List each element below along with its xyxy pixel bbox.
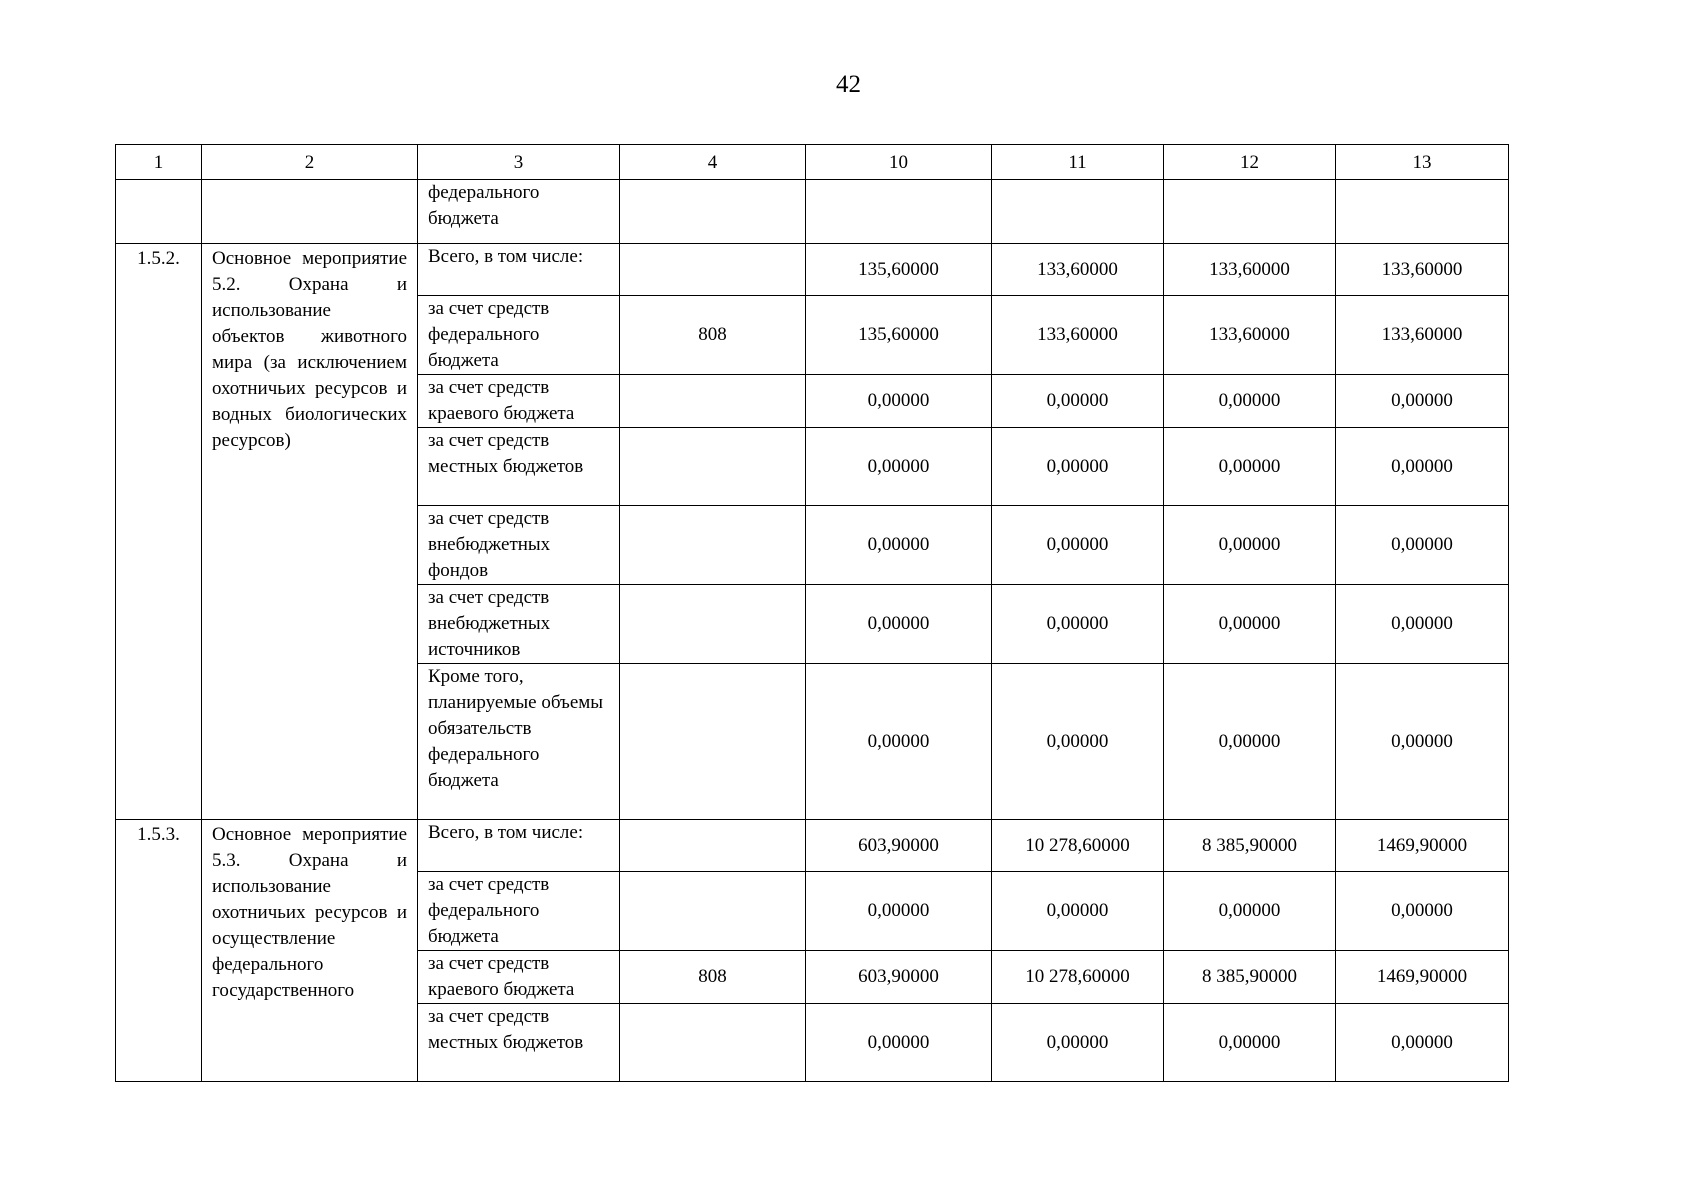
- code-cell: [620, 585, 806, 664]
- value-cell: 0,00000: [992, 664, 1164, 820]
- value-cell: 0,00000: [1164, 375, 1336, 428]
- header-row: [116, 145, 1509, 180]
- code-cell: 808: [620, 296, 806, 375]
- code-cell: [620, 375, 806, 428]
- code-cell: [620, 872, 806, 951]
- value-cell: 0,00000: [806, 664, 992, 820]
- code-cell: 808: [620, 951, 806, 1004]
- value-cell: 0,00000: [806, 506, 992, 585]
- value-cell: 1469,90000: [1336, 951, 1509, 1004]
- code-cell: [620, 820, 806, 872]
- source-cell: Кроме того, планируемые объемы обязательств федерального бюджета: [418, 664, 620, 820]
- table-cell: [116, 180, 202, 244]
- value-cell: 133,60000: [1336, 296, 1509, 375]
- header-cell: 4: [620, 145, 806, 180]
- value-cell: 0,00000: [1336, 1004, 1509, 1082]
- table-cell: [620, 180, 806, 244]
- value-cell: 0,00000: [1164, 428, 1336, 506]
- value-cell: 0,00000: [1164, 506, 1336, 585]
- value-cell: 0,00000: [992, 506, 1164, 585]
- value-cell: 0,00000: [992, 1004, 1164, 1082]
- table-row: [116, 820, 1509, 872]
- header-cell: 11: [992, 145, 1164, 180]
- value-cell: 0,00000: [992, 585, 1164, 664]
- value-cell: 0,00000: [806, 428, 992, 506]
- header-cell: 3: [418, 145, 620, 180]
- value-cell: 0,00000: [992, 375, 1164, 428]
- header-cell: 1: [116, 145, 202, 180]
- source-cell: за счет средств федерального бюджета: [418, 296, 620, 375]
- source-cell: за счет средств краевого бюджета: [418, 951, 620, 1004]
- value-cell: 135,60000: [806, 244, 992, 296]
- value-cell: 603,90000: [806, 820, 992, 872]
- table-row: [116, 244, 1509, 296]
- value-cell: 0,00000: [1164, 872, 1336, 951]
- code-cell: [620, 244, 806, 296]
- value-cell: 135,60000: [806, 296, 992, 375]
- value-cell: 133,60000: [1336, 244, 1509, 296]
- table-cell: [992, 180, 1164, 244]
- value-cell: 133,60000: [1164, 296, 1336, 375]
- event-description: Основное мероприятие 5.3. Охрана и использование охотничьих ресурсов и осуществление федерального государственного: [202, 820, 418, 1082]
- code-cell: [620, 506, 806, 585]
- code-cell: [620, 428, 806, 506]
- item-number: 1.5.2.: [116, 244, 202, 820]
- header-cell: 13: [1336, 145, 1509, 180]
- source-cell: за счет средств местных бюджетов: [418, 428, 620, 506]
- value-cell: 0,00000: [806, 375, 992, 428]
- code-cell: [620, 664, 806, 820]
- source-cell: за счет средств внебюджетных источников: [418, 585, 620, 664]
- value-cell: 0,00000: [1164, 1004, 1336, 1082]
- event-description: Основное мероприятие 5.2. Охрана и использование объектов животного мира (за исключением охотничьих ресурсов и водных биологических ресурсов): [202, 244, 418, 820]
- value-cell: 0,00000: [1336, 585, 1509, 664]
- value-cell: 133,60000: [1164, 244, 1336, 296]
- source-cell: за счет средств краевого бюджета: [418, 375, 620, 428]
- code-cell: [620, 1004, 806, 1082]
- value-cell: 0,00000: [992, 872, 1164, 951]
- value-cell: 10 278,60000: [992, 951, 1164, 1004]
- table-cell: [806, 180, 992, 244]
- source-cell: за счет средств внебюджетных фондов: [418, 506, 620, 585]
- value-cell: 10 278,60000: [992, 820, 1164, 872]
- budget-table: [115, 144, 1509, 1082]
- source-cell: за счет средств федерального бюджета: [418, 872, 620, 951]
- table-cell: [202, 180, 418, 244]
- value-cell: 0,00000: [1164, 585, 1336, 664]
- value-cell: 8 385,90000: [1164, 820, 1336, 872]
- value-cell: 0,00000: [806, 872, 992, 951]
- header-cell: 10: [806, 145, 992, 180]
- page-number: 42: [836, 71, 861, 98]
- value-cell: 0,00000: [1164, 664, 1336, 820]
- value-cell: 133,60000: [992, 296, 1164, 375]
- item-number: 1.5.3.: [116, 820, 202, 1082]
- value-cell: 0,00000: [992, 428, 1164, 506]
- value-cell: 0,00000: [1336, 428, 1509, 506]
- value-cell: 0,00000: [806, 585, 992, 664]
- value-cell: 0,00000: [1336, 872, 1509, 951]
- header-cell: 12: [1164, 145, 1336, 180]
- value-cell: 0,00000: [1336, 664, 1509, 820]
- value-cell: 1469,90000: [1336, 820, 1509, 872]
- value-cell: 0,00000: [1336, 506, 1509, 585]
- source-cell: Всего, в том числе:: [418, 820, 620, 872]
- continuation-row: [116, 180, 1509, 244]
- value-cell: 8 385,90000: [1164, 951, 1336, 1004]
- header-cell: 2: [202, 145, 418, 180]
- table-cell: [1336, 180, 1509, 244]
- value-cell: 0,00000: [806, 1004, 992, 1082]
- value-cell: 133,60000: [992, 244, 1164, 296]
- table-cell: [1164, 180, 1336, 244]
- source-cell: за счет средств местных бюджетов: [418, 1004, 620, 1082]
- value-cell: 0,00000: [1336, 375, 1509, 428]
- source-cell: федерального бюджета: [418, 180, 620, 244]
- value-cell: 603,90000: [806, 951, 992, 1004]
- source-cell: Всего, в том числе:: [418, 244, 620, 296]
